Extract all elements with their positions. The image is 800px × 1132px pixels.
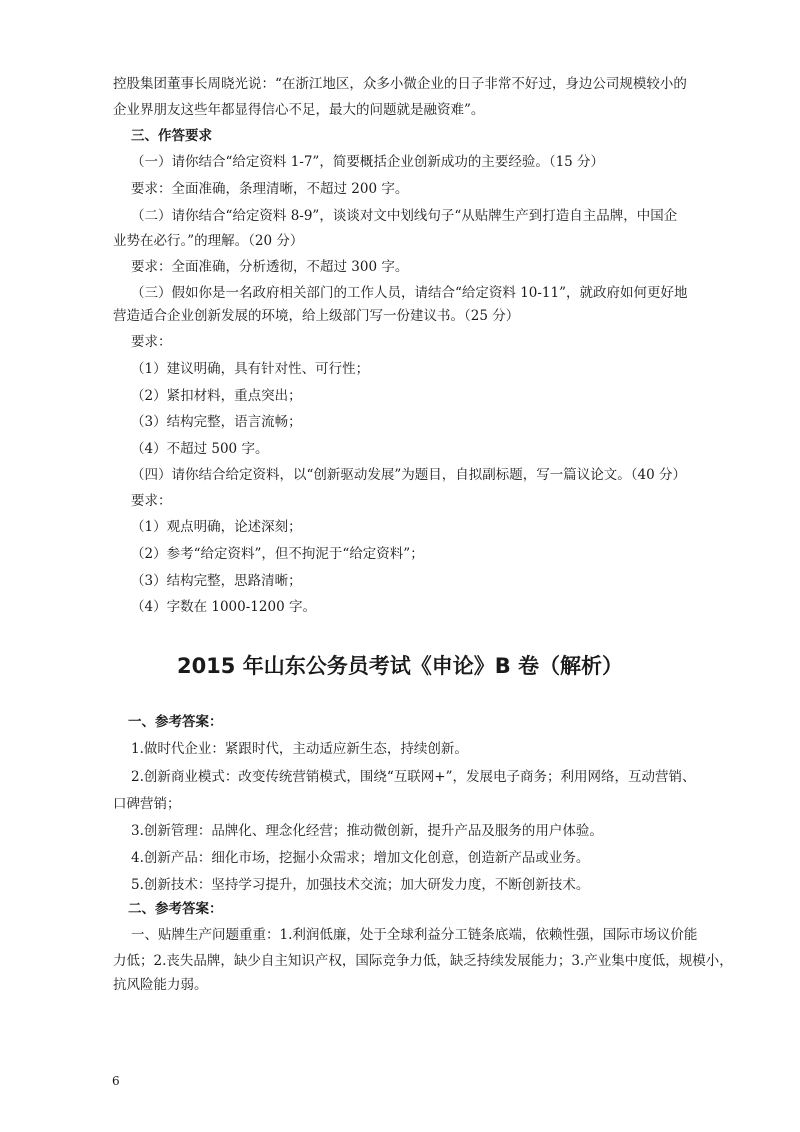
question-3-line-1: （三）假如你是一名政府相关部门的工作人员，请结合“给定资料 10-11”，就政府如何更好地 [131, 285, 688, 301]
question-1-requirement: 要求：全面准确，条理清晰，不超过 200 字。 [131, 181, 409, 197]
answer-2-line: 抗风险能力弱。 [113, 977, 208, 993]
continuation-line-1: 控股集团董事长周晓光说：“在浙江地区，众多小微企业的日子非常不好过，身边公司规模较小的 [113, 76, 687, 92]
analysis-title: 2015 年山东公务员考试《申论》B 卷（解析） [176, 654, 624, 678]
question-4: （四）请你结合给定资料，以“创新驱动发展”为题目，自拟副标题，写一篇议论文。（40 分） [131, 467, 687, 483]
answer-1-item: 口碑营销； [113, 796, 181, 812]
question-3-requirement-label: 要求： [131, 334, 172, 350]
question-3-item: （4）不超过 500 字。 [131, 441, 269, 457]
requirements-heading: 三、作答要求 [131, 128, 212, 144]
question-4-requirement-label: 要求： [131, 493, 172, 509]
answer-2-heading: 二、参考答案： [128, 901, 223, 917]
question-2-requirement: 要求：全面准确，分析透彻，不超过 300 字。 [131, 259, 409, 275]
question-3-item: （3）结构完整，语言流畅； [131, 414, 302, 430]
answer-1-item: 5.创新技术：坚持学习提升，加强技术交流；加大研发力度，不断创新技术。 [131, 877, 590, 893]
question-4-item: （4）字数在 1000-1200 字。 [131, 599, 316, 615]
question-4-item: （3）结构完整，思路清晰； [131, 573, 302, 589]
answer-1-item: 4.创新产品：细化市场，挖掘小众需求；增加文化创意，创造新产品或业务。 [131, 850, 590, 866]
page-number: 6 [112, 1074, 120, 1088]
question-2-line-1: （二）请你结合“给定资料 8-9”，谈谈对文中划线句子“从贴牌生产到打造自主品牌，中国企 [131, 208, 678, 224]
answer-2-line: 一、贴牌生产问题重重：1.利润低廉，处于全球利益分工链条底端，依赖性强，国际市场议价能 [131, 927, 698, 943]
question-4-item: （2）参考“给定资料”，但不拘泥于“给定资料”； [131, 546, 424, 562]
question-3-item: （1）建议明确，具有针对性、可行性； [131, 361, 370, 377]
answer-1-item: 2.创新商业模式：改变传统营销模式，围绕“互联网+”，发展电子商务；利用网络，互动营销、 [131, 769, 696, 785]
question-4-item: （1）观点明确，论述深刻； [131, 519, 302, 535]
continuation-line-2: 企业界朋友这些年都显得信心不足，最大的问题就是融资难”。 [113, 102, 485, 118]
answer-1-heading: 一、参考答案： [128, 714, 223, 730]
question-3-item: （2）紧扣材料，重点突出； [131, 388, 302, 404]
answer-1-item: 1.做时代企业：紧跟时代，主动适应新生态，持续创新。 [131, 741, 468, 757]
answer-2-line: 力低；2.丧失品牌，缺少自主知识产权，国际竞争力低，缺乏持续发展能力；3.产业集中度低，规模小， [113, 953, 733, 969]
question-1: （一）请你结合“给定资料 1-7”，简要概括企业创新成功的主要经验。（15 分） [131, 154, 605, 170]
answer-1-item: 3.创新管理：品牌化、理念化经营；推动微创新，提升产品及服务的用户体验。 [131, 823, 603, 839]
question-2-line-2: 业势在必行。”的理解。（20 分） [113, 233, 304, 249]
question-3-line-2: 营造适合企业创新发展的环境，给上级部门写一份建议书。（25 分） [113, 308, 520, 324]
